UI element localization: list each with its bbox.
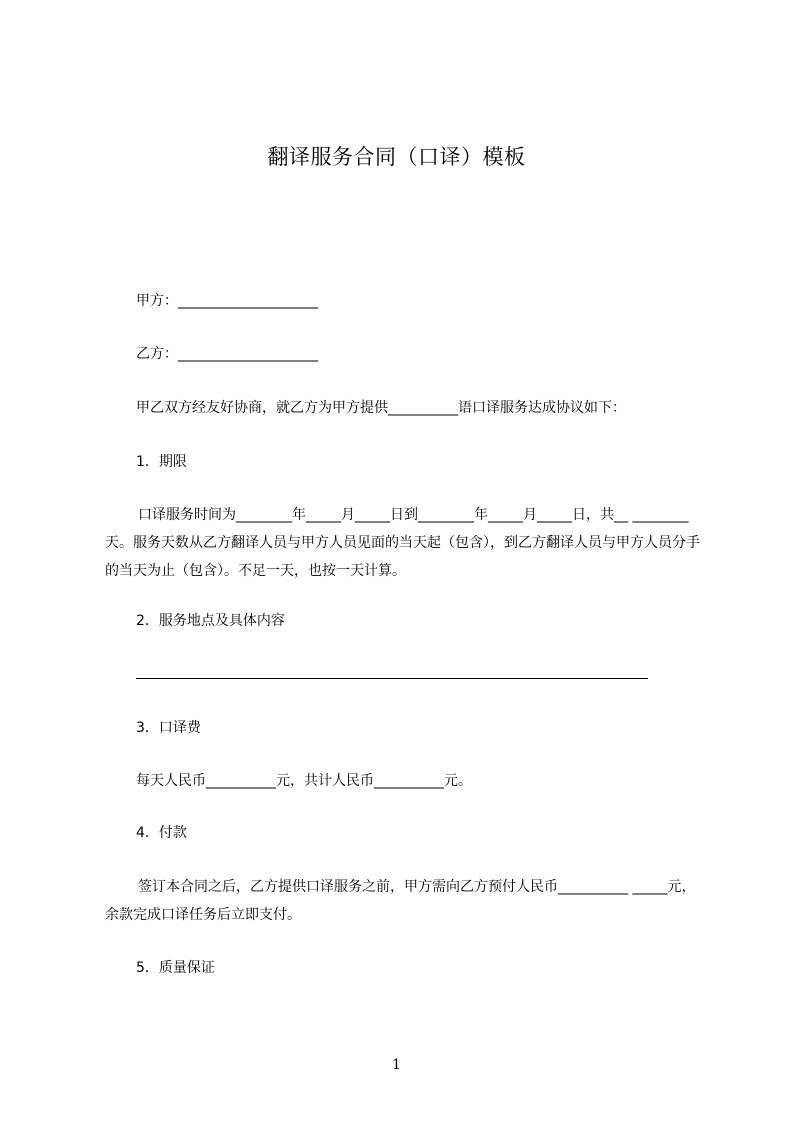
- section-5-heading: 5．质量保证: [136, 960, 215, 976]
- section-1-heading: 1．期限: [136, 454, 187, 470]
- section-3-body: 每天人民币__________元，共计人民币__________元。: [136, 773, 472, 789]
- intro-paragraph: 甲乙双方经友好协商，就乙方为甲方提供__________语口译服务达成协议如下：: [136, 400, 626, 416]
- section-2-blank-line: [136, 678, 648, 679]
- party-b-line: 乙方：____________________: [136, 346, 318, 362]
- section-2-heading: 2．服务地点及具体内容: [136, 613, 285, 629]
- page-number: 1: [392, 1057, 401, 1073]
- section-1-body: 口译服务时间为________年_____月_____日到________年_____月_____日，共__ ________天。服务天数从乙方翻译人员与甲方人员见面的当天起（包含），到乙方翻译人员与甲方人员分手的当天为止（包含）。不足一天，也按一天计算。: [105, 507, 700, 579]
- document-title: 翻译服务合同（口译）模板: [267, 145, 526, 169]
- section-3-heading: 3．口译费: [136, 720, 201, 736]
- section-4-heading: 4．付款: [136, 825, 187, 841]
- section-4-body: 签订本合同之后，乙方提供口译服务之前，甲方需向乙方预付人民币__________ _____元，余款完成口译任务后立即支付。: [105, 879, 696, 923]
- party-a-line: 甲方：____________________: [136, 293, 318, 309]
